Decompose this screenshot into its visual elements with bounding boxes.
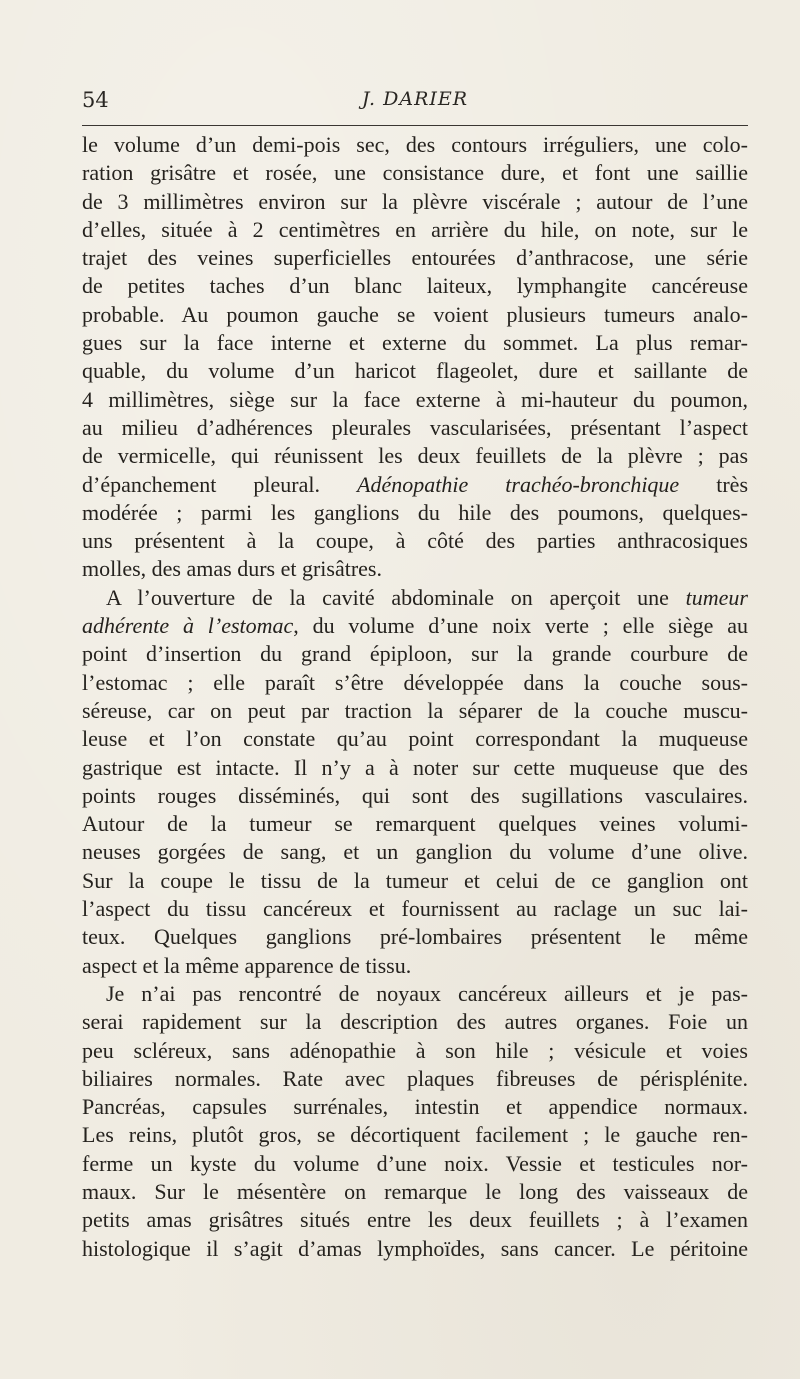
text-line xyxy=(82,442,748,470)
page-number: 54 xyxy=(82,88,109,112)
text-line xyxy=(82,301,748,329)
text-run: de vermicelle, qui réunissent les deux feuillets de la plèvre ; pas xyxy=(82,443,748,469)
text-line xyxy=(82,782,748,810)
text-run: biliaires normales. Rate avec plaques fibreuses de périsplénite. xyxy=(82,1065,748,1091)
text-run: uns présentent à la coupe, à côté des parties anthracosiques xyxy=(82,528,748,554)
text-run: neuses gorgées de sang, et un ganglion du volume d’une olive. xyxy=(82,839,748,865)
text-line xyxy=(82,244,748,272)
body-text xyxy=(82,131,748,1263)
text-line xyxy=(82,1150,748,1178)
text-run: probable. Au poumon gauche se voient plusieurs tumeurs analo- xyxy=(82,301,748,327)
text-line xyxy=(82,1008,748,1036)
text-line xyxy=(82,697,748,725)
text-run: d’épanchement pleural. xyxy=(82,471,358,497)
text-line xyxy=(82,272,748,300)
text-run: trajet des veines superficielles entourées d’anthracose, une série xyxy=(82,245,748,271)
text-line xyxy=(82,131,748,159)
text-line xyxy=(82,952,748,980)
text-line xyxy=(82,216,748,244)
text-run: 4 millimètres, siège sur la face externe à mi-hauteur du poumon, xyxy=(82,386,748,412)
text-run: molles, des amas durs et grisâtres. xyxy=(82,556,382,582)
text-run: point d’insertion du grand épiploon, sur la grande courbure de xyxy=(82,641,748,667)
text-run: , du volume d’une noix verte ; elle siège au xyxy=(293,613,749,639)
text-line xyxy=(82,640,748,668)
text-line xyxy=(82,725,748,753)
page-header xyxy=(82,88,748,118)
text-run: l’estomac ; elle paraît s’être développée dans la couche sous- xyxy=(82,669,748,695)
italic-text: tumeur xyxy=(685,584,748,610)
text-line xyxy=(82,1065,748,1093)
text-line xyxy=(82,499,748,527)
text-run: peu scléreux, sans adénopathie à son hile ; vésicule et voies xyxy=(82,1037,748,1063)
text-line xyxy=(82,838,748,866)
text-line xyxy=(82,895,748,923)
header-rule xyxy=(82,125,748,126)
text-run: très xyxy=(679,471,749,497)
text-run: de petites taches d’un blanc laiteux, lymphangite cancéreuse xyxy=(82,273,748,299)
text-run: le volume d’un demi-pois sec, des contours irréguliers, une colo- xyxy=(82,132,748,157)
text-line xyxy=(82,555,748,583)
text-line xyxy=(82,754,748,782)
text-run: modérée ; parmi les ganglions du hile des poumons, quelques- xyxy=(82,499,748,525)
text-run: petits amas grisâtres situés entre les deux feuillets ; à l’examen xyxy=(82,1207,748,1233)
text-line xyxy=(82,188,748,216)
text-run: Je n’ai pas rencontré de noyaux cancéreux ailleurs et je pas- xyxy=(106,980,748,1006)
text-line xyxy=(82,612,748,640)
text-line xyxy=(82,1037,748,1065)
text-line xyxy=(82,669,748,697)
text-line xyxy=(82,810,748,838)
text-run: leuse et l’on constate qu’au point correspondant la muqueuse xyxy=(82,726,748,752)
text-run: au milieu d’adhérences pleurales vascularisées, présentant l’aspect xyxy=(82,414,748,440)
text-line xyxy=(82,1235,748,1263)
text-run: séreuse, car on peut par traction la séparer de la couche muscu- xyxy=(82,697,748,723)
text-run: ration grisâtre et rosée, une consistance dure, et font une saillie xyxy=(82,160,748,186)
text-line xyxy=(82,1121,748,1149)
text-line xyxy=(82,386,748,414)
text-line xyxy=(82,527,748,555)
italic-text: adhérente à l’estomac xyxy=(82,613,294,639)
text-run: Pancréas, capsules surrénales, intestin et appendice normaux. xyxy=(82,1094,748,1120)
text-line xyxy=(82,414,748,442)
text-run: quable, du volume d’un haricot flageolet, dure et saillante de xyxy=(82,358,748,384)
text-line xyxy=(82,923,748,951)
text-run: A l’ouverture de la cavité abdominale on aperçoit une xyxy=(106,584,686,610)
text-run: ferme un kyste du volume d’une noix. Vessie et testicules nor- xyxy=(82,1150,748,1176)
text-run: teux. Quelques ganglions pré-lombaires présentent le même xyxy=(82,924,748,950)
text-run: maux. Sur le mésentère on remarque le long des vaisseaux de xyxy=(82,1178,748,1204)
text-line xyxy=(82,159,748,187)
text-line xyxy=(82,1178,748,1206)
text-run: histologique il s’agit d’amas lymphoïdes, sans cancer. Le péritoine xyxy=(82,1235,748,1261)
text-run: Sur la coupe le tissu de la tumeur et celui de ce ganglion ont xyxy=(82,867,748,893)
running-head: J. DARIER xyxy=(361,88,469,110)
text-run: de 3 millimètres environ sur la plèvre viscérale ; autour de l’une xyxy=(82,188,748,214)
text-line xyxy=(82,980,748,1008)
text-run: points rouges disséminés, qui sont des sugillations vasculaires. xyxy=(82,782,748,808)
text-line xyxy=(82,329,748,357)
text-run: aspect et la même apparence de tissu. xyxy=(82,952,412,978)
text-run: Les reins, plutôt gros, se décortiquent facilement ; le gauche ren- xyxy=(82,1122,748,1148)
text-line xyxy=(82,1206,748,1234)
text-line xyxy=(82,471,748,499)
text-run: l’aspect du tissu cancéreux et fournissent au raclage un suc lai- xyxy=(82,896,748,922)
text-line xyxy=(82,357,748,385)
text-run: gastrique est intacte. Il n’y a à noter sur cette muqueuse que des xyxy=(82,754,748,780)
text-line xyxy=(82,584,748,612)
text-line xyxy=(82,1093,748,1121)
text-run: d’elles, située à 2 centimètres en arrière du hile, on note, sur le xyxy=(82,216,748,242)
text-line xyxy=(82,867,748,895)
text-run: serai rapidement sur la description des autres organes. Foie un xyxy=(82,1009,748,1035)
text-run: Autour de la tumeur se remarquent quelques veines volumi- xyxy=(82,811,748,837)
italic-text: Adénopathie trachéo-bronchique xyxy=(357,471,680,497)
text-run: gues sur la face interne et externe du sommet. La plus remar- xyxy=(82,330,748,356)
